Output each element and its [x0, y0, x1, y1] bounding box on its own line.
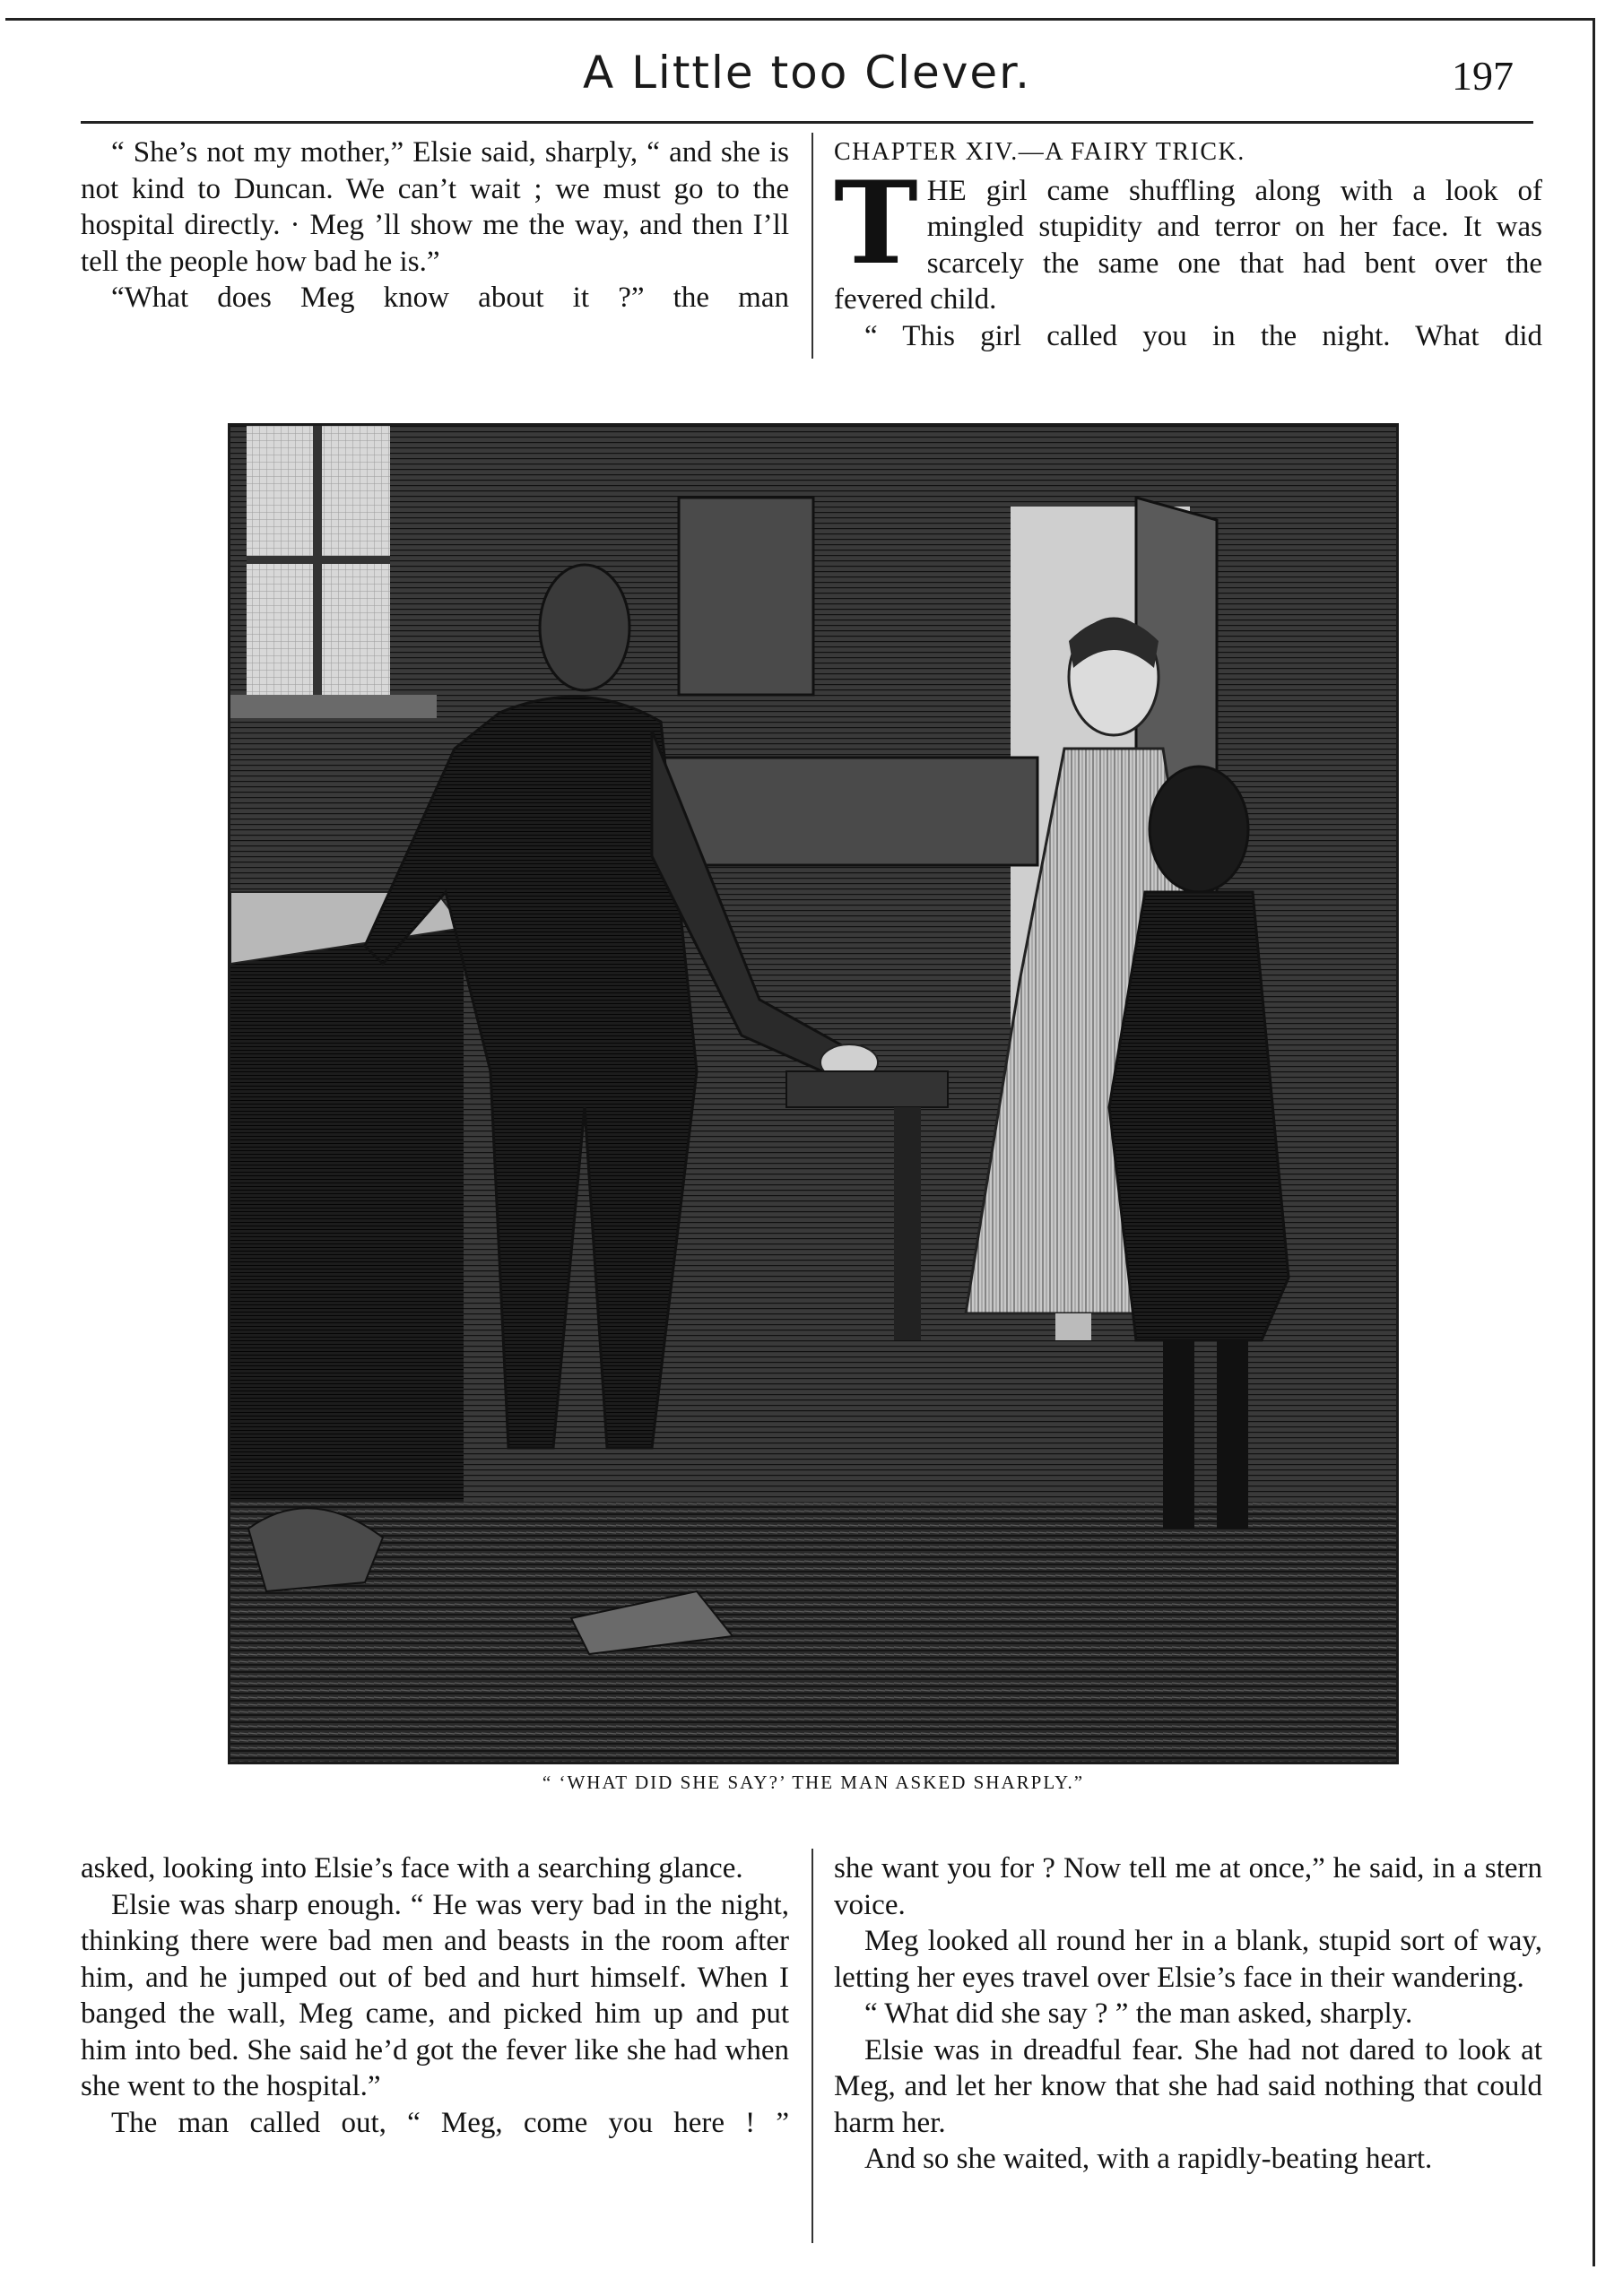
top-left-column	[81, 134, 789, 316]
column-divider	[812, 1849, 813, 2243]
chair	[786, 1071, 948, 1107]
bottom-left-column	[81, 1850, 789, 2141]
floor	[230, 1502, 1396, 1762]
window-sill	[230, 695, 437, 718]
paragraph: “ This girl called you in the night. What did	[864, 319, 1542, 352]
paragraph: Elsie was sharp enough. “ He was very bad in the night, thinking there were bad men and beasts in the room after him, and he jumped out of bed and hurt himself. When I banged the wall, Meg came, and picked him up and put him into bed. She said he’d got the fever like she had when she went to the hospital.”	[81, 1888, 789, 2102]
paragraph-text: girl came shuffling along with a look of mingled stupidity and terror on her face. It was scarcely the same one that had bent over the fevered child.	[834, 174, 1542, 316]
page-title: A Little too Clever.	[582, 47, 1032, 99]
paragraph: Meg looked all round her in a blank, stupid sort of way, letting her eyes travel over Elsie’s face in their wandering.	[834, 1925, 1542, 1994]
paragraph: “ What did she say ? ” the man asked, sharply.	[864, 1997, 1413, 2030]
wall-picture	[679, 498, 813, 695]
header-rule	[81, 121, 1533, 124]
opening-paragraph	[834, 156, 1542, 318]
paragraph: Elsie was in dreadful fear. She had not dared to look at Meg, and let her know that she had said nothing that could harm her.	[834, 2033, 1542, 2139]
column-divider	[812, 133, 813, 359]
paragraph: And so she waited, with a rapidly-beating heart.	[864, 2143, 1433, 2175]
running-header	[81, 47, 1533, 124]
illustration-caption: “ ‘WHAT DID SHE SAY?’ THE MAN ASKED SHARPLY.”	[542, 1772, 1085, 1793]
engraving-svg	[230, 426, 1396, 1762]
page-number: 197	[1452, 53, 1514, 99]
first-word: HE	[926, 174, 967, 207]
paragraph: she want you for ? Now tell me at once,” he said, in a stern voice.	[834, 1852, 1542, 1921]
bottom-right-column	[834, 1850, 1542, 2178]
paragraph: “What does Meg know about it ?” the man	[111, 282, 789, 314]
paragraph: The man called out, “ Meg, come you here ! ”	[111, 2106, 789, 2139]
drop-cap: T	[834, 156, 916, 290]
paragraph: “ She’s not my mother,” Elsie said, sharply, “ and she is not kind to Duncan. We can’t wait ; we must go to the hospital directly. · Meg ’ll show me the way, and then I’ll tell the people how bad he is.”	[81, 136, 789, 278]
engraving-illustration	[228, 423, 1399, 1764]
paragraph: asked, looking into Elsie’s face with a searching glance.	[81, 1852, 743, 1884]
top-right-column	[834, 134, 1542, 354]
chapter-heading: CHAPTER XIV.—A FAIRY TRICK.	[834, 138, 1245, 166]
table	[230, 928, 464, 1502]
